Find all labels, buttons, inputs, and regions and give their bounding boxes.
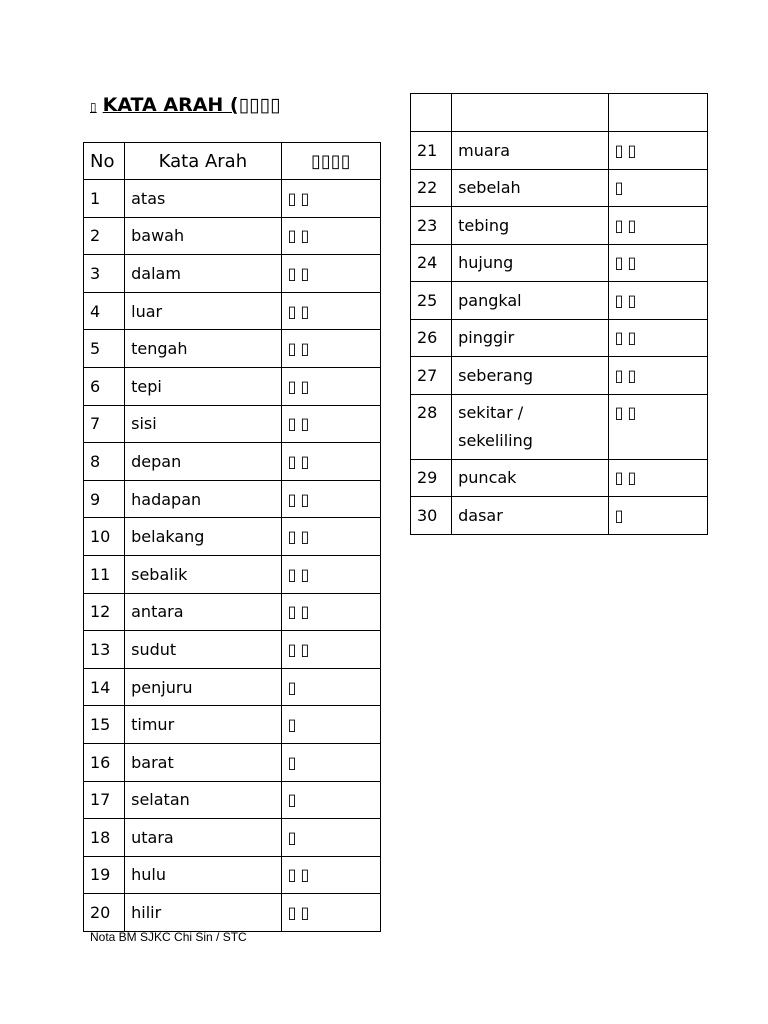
table-row (84, 443, 381, 481)
header-no: No (84, 143, 125, 180)
row-number: 13 (84, 631, 125, 669)
translation-glyphs: ▯▯ (608, 357, 707, 395)
translation-glyphs: ▯▯ (608, 394, 707, 459)
table-row (84, 367, 381, 405)
translation-glyphs: ▯▯ (281, 367, 380, 405)
table-row (84, 480, 381, 518)
translation-glyphs: ▯▯ (281, 593, 380, 631)
table-row (84, 330, 381, 368)
translation-glyphs: ▯ (608, 169, 707, 207)
translation-glyphs: ▯▯ (281, 405, 380, 443)
kata-arah-word: sudut (125, 631, 282, 669)
row-number: 17 (84, 781, 125, 819)
translation-glyphs: ▯▯ (281, 856, 380, 894)
kata-arah-word: muara (452, 132, 609, 170)
row-number: 16 (84, 743, 125, 781)
kata-arah-word: hilir (125, 894, 282, 932)
kata-arah-word: hujung (452, 244, 609, 282)
translation-glyphs: ▯▯ (281, 443, 380, 481)
kata-arah-word: pangkal (452, 282, 609, 320)
row-number: 8 (84, 443, 125, 481)
table-row (84, 894, 381, 932)
translation-glyphs: ▯▯ (281, 180, 380, 218)
table-row (411, 244, 708, 282)
row-number: 6 (84, 367, 125, 405)
table-row (84, 781, 381, 819)
translation-glyphs: ▯▯ (608, 319, 707, 357)
kata-arah-word: selatan (125, 781, 282, 819)
table-row (84, 180, 381, 218)
row-number: 7 (84, 405, 125, 443)
table-row (411, 132, 708, 170)
kata-arah-word: penjuru (125, 668, 282, 706)
kata-arah-word (452, 394, 609, 459)
translation-glyphs: ▯▯ (281, 480, 380, 518)
row-number: 29 (411, 459, 452, 497)
translation-glyphs: ▯▯ (608, 282, 707, 320)
translation-glyphs: ▯▯ (281, 292, 380, 330)
header-kata-arah: Kata Arah (125, 143, 282, 180)
table-row (84, 631, 381, 669)
header-empty-3 (608, 94, 707, 132)
row-number: 15 (84, 706, 125, 744)
table-header-row (84, 143, 381, 180)
kata-arah-word: hulu (125, 856, 282, 894)
table-row (84, 668, 381, 706)
row-number: 25 (411, 282, 452, 320)
row-number: 28 (411, 394, 452, 459)
kata-arah-word: barat (125, 743, 282, 781)
kata-arah-word: timur (125, 706, 282, 744)
kata-arah-word: depan (125, 443, 282, 481)
kata-arah-word: dasar (452, 497, 609, 535)
translation-glyphs: ▯▯ (608, 132, 707, 170)
table-row (411, 169, 708, 207)
table-row (411, 357, 708, 395)
kata-arah-table-left (83, 142, 381, 932)
kata-arah-word: bawah (125, 217, 282, 255)
footer-note: Nota BM SJKC Chi Sin / STC (90, 930, 247, 944)
translation-glyphs: ▯▯ (608, 244, 707, 282)
header-translation: ▯▯▯▯ (281, 143, 380, 180)
translation-glyphs: ▯▯ (281, 255, 380, 293)
kata-arah-word: seberang (452, 357, 609, 395)
row-number: 26 (411, 319, 452, 357)
row-number: 19 (84, 856, 125, 894)
row-number: 30 (411, 497, 452, 535)
kata-arah-word: tepi (125, 367, 282, 405)
word-line-2: sekeliling (458, 430, 533, 450)
table-row (411, 282, 708, 320)
row-number: 5 (84, 330, 125, 368)
kata-arah-word: sisi (125, 405, 282, 443)
kata-arah-word: sebalik (125, 555, 282, 593)
table-header-row-empty (411, 94, 708, 132)
row-number: 1 (84, 180, 125, 218)
kata-arah-word: belakang (125, 518, 282, 556)
translation-glyphs: ▯▯ (281, 330, 380, 368)
translation-glyphs: ▯▯ (281, 217, 380, 255)
row-number: 21 (411, 132, 452, 170)
table-row (84, 255, 381, 293)
translation-glyphs: ▯▯ (281, 894, 380, 932)
table-row (84, 593, 381, 631)
table-row (84, 518, 381, 556)
row-number: 14 (84, 668, 125, 706)
table-row (84, 555, 381, 593)
row-number: 4 (84, 292, 125, 330)
title-bullet-glyph: ▯ (90, 100, 97, 114)
kata-arah-word: tengah (125, 330, 282, 368)
header-empty-2 (452, 94, 609, 132)
table-row (411, 207, 708, 245)
document-title (90, 94, 280, 116)
translation-glyphs: ▯▯ (281, 518, 380, 556)
translation-glyphs: ▯ (608, 497, 707, 535)
kata-arah-word: antara (125, 593, 282, 631)
row-number: 12 (84, 593, 125, 631)
table-row (84, 217, 381, 255)
table-row (411, 497, 708, 535)
translation-glyphs: ▯ (281, 781, 380, 819)
row-number: 10 (84, 518, 125, 556)
row-number: 22 (411, 169, 452, 207)
table-row (411, 459, 708, 497)
header-empty-1 (411, 94, 452, 132)
translation-glyphs: ▯ (281, 819, 380, 857)
table-row (84, 856, 381, 894)
row-number: 24 (411, 244, 452, 282)
translation-glyphs: ▯▯ (281, 631, 380, 669)
table-row (411, 319, 708, 357)
kata-arah-word: dalam (125, 255, 282, 293)
row-number: 20 (84, 894, 125, 932)
table-row (84, 706, 381, 744)
kata-arah-word: sebelah (452, 169, 609, 207)
table-row (411, 394, 708, 459)
table-row (84, 405, 381, 443)
kata-arah-word: hadapan (125, 480, 282, 518)
kata-arah-word: pinggir (452, 319, 609, 357)
table-row (84, 819, 381, 857)
kata-arah-table-right (410, 93, 708, 535)
row-number: 2 (84, 217, 125, 255)
translation-glyphs: ▯▯ (281, 555, 380, 593)
kata-arah-word: tebing (452, 207, 609, 245)
row-number: 27 (411, 357, 452, 395)
row-number: 9 (84, 480, 125, 518)
translation-glyphs: ▯▯ (608, 207, 707, 245)
row-number: 11 (84, 555, 125, 593)
kata-arah-word: puncak (452, 459, 609, 497)
row-number: 3 (84, 255, 125, 293)
kata-arah-word: utara (125, 819, 282, 857)
kata-arah-word: atas (125, 180, 282, 218)
row-number: 23 (411, 207, 452, 245)
translation-glyphs: ▯ (281, 706, 380, 744)
row-number: 18 (84, 819, 125, 857)
translation-glyphs: ▯ (281, 743, 380, 781)
title-text: KATA ARAH (▯▯▯▯ (102, 94, 281, 116)
table-row (84, 743, 381, 781)
translation-glyphs: ▯▯ (608, 459, 707, 497)
table-row (84, 292, 381, 330)
word-line-1: sekitar / (458, 402, 524, 422)
translation-glyphs: ▯ (281, 668, 380, 706)
kata-arah-word: luar (125, 292, 282, 330)
